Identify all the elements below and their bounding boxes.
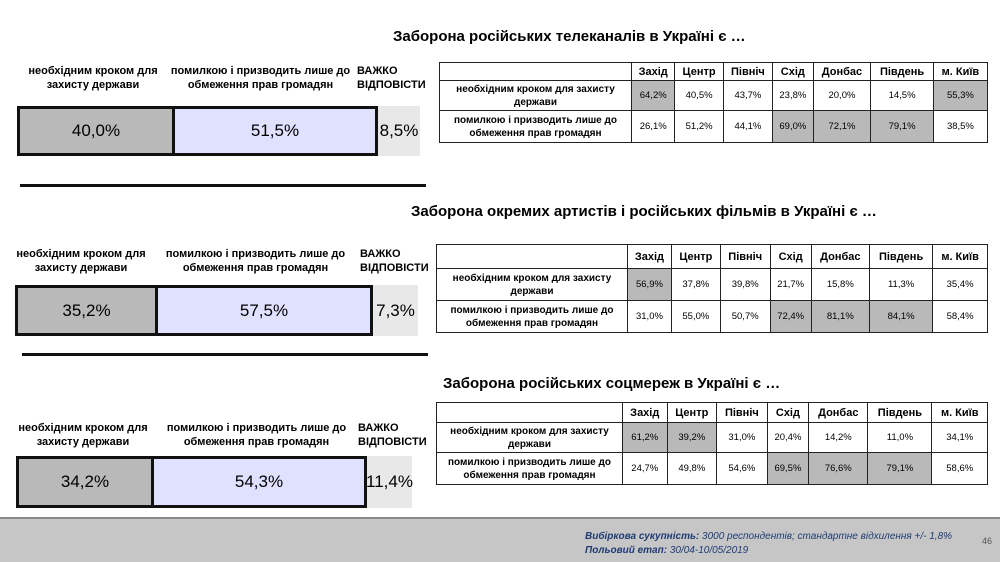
table-cell: 37,8% <box>671 269 720 301</box>
table-cell: 81,1% <box>811 301 869 333</box>
region-header: Південь <box>869 245 932 269</box>
region-header: м. Київ <box>933 245 988 269</box>
table-corner <box>437 403 623 423</box>
footer-fieldwork: Польовий етап: 30/04-10/05/2019 <box>585 545 749 556</box>
region-header: Центр <box>671 245 720 269</box>
row-label-necessary: необхідним кроком для захисту держави <box>437 269 628 301</box>
table-cell: 50,7% <box>720 301 770 333</box>
table-cell: 20,4% <box>767 423 809 453</box>
table-cell: 21,7% <box>770 269 811 301</box>
table-cell: 31,0% <box>717 423 768 453</box>
row-label-mistake: помилкою і призводить лише до обмеження прав громадян <box>437 453 623 485</box>
table-cell: 72,1% <box>813 111 871 143</box>
row-label-mistake: помилкою і призводить лише до обмеження прав громадян <box>440 111 632 143</box>
table-cell: 39,8% <box>720 269 770 301</box>
region-header: Південь <box>871 63 934 81</box>
table-cell: 49,8% <box>667 453 717 485</box>
page-number: 46 <box>982 536 993 546</box>
region-header: Донбас <box>813 63 871 81</box>
table-cell: 84,1% <box>869 301 932 333</box>
row-label-mistake: помилкою і призводить лише до обмеження прав громадян <box>437 301 628 333</box>
region-header: м. Київ <box>933 63 987 81</box>
region-header: Схід <box>773 63 814 81</box>
bar-3-mistake: 54,3% <box>154 456 367 508</box>
region-table-1 <box>439 62 988 143</box>
table-cell: 56,9% <box>628 269 672 301</box>
footer-sample: Вибіркова сукупність: 3000 респондентів; стандартне відхилення +/- 1,8% <box>585 531 953 542</box>
footer-divider <box>0 517 1000 519</box>
table-cell: 51,2% <box>675 111 723 143</box>
bar-1-hard: 8,5% <box>378 106 420 156</box>
table-cell: 34,1% <box>932 423 988 453</box>
bar-2-hard: 7,3% <box>373 285 418 336</box>
table-cell: 39,2% <box>667 423 717 453</box>
table-cell: 55,0% <box>671 301 720 333</box>
table-corner <box>437 245 628 269</box>
table-cell: 31,0% <box>628 301 672 333</box>
section-2-title: Заборона окремих артистів і російських фільмів в Україні є … <box>411 203 877 220</box>
bar-2-mistake: 57,5% <box>158 285 373 336</box>
section-1-title: Заборона російських телеканалів в Україні є … <box>393 28 746 45</box>
region-header: Південь <box>868 403 932 423</box>
legend-necessary-3: необхідним кроком для захисту держави <box>18 422 148 448</box>
bar-3-hard: 11,4% <box>367 456 412 508</box>
region-header: Захід <box>623 403 668 423</box>
table-cell: 58,6% <box>932 453 988 485</box>
legend-mistake-3: помилкою і призводить лише до обмеження прав громадян <box>166 422 347 448</box>
region-table-2 <box>436 244 988 333</box>
table-cell: 38,5% <box>933 111 987 143</box>
region-header: Центр <box>675 63 723 81</box>
table-cell: 44,1% <box>723 111 772 143</box>
region-table-3 <box>436 402 988 485</box>
bar-2-necessary: 35,2% <box>15 285 158 336</box>
legend-hard-1: ВАЖКО ВІДПОВІСТИ <box>357 65 426 91</box>
region-header: Північ <box>723 63 772 81</box>
table-cell: 54,6% <box>717 453 768 485</box>
region-header: м. Київ <box>932 403 988 423</box>
table-cell: 15,8% <box>811 269 869 301</box>
table-cell: 69,0% <box>773 111 814 143</box>
table-cell: 26,1% <box>632 111 675 143</box>
table-cell: 69,5% <box>767 453 809 485</box>
table-cell: 43,7% <box>723 81 772 111</box>
legend-hard-2: ВАЖКО ВІДПОВІСТИ <box>360 248 429 274</box>
table-cell: 55,3% <box>933 81 987 111</box>
legend-mistake-2: помилкою і призводить лише до обмеження прав громадян <box>165 248 346 274</box>
region-header: Північ <box>717 403 768 423</box>
table-cell: 14,5% <box>871 81 934 111</box>
table-cell: 35,4% <box>933 269 988 301</box>
region-header: Захід <box>628 245 672 269</box>
table-cell: 14,2% <box>809 423 868 453</box>
legend-necessary-1: необхідним кроком для захисту держави <box>28 65 158 91</box>
region-header: Схід <box>767 403 809 423</box>
region-header: Схід <box>770 245 811 269</box>
region-header: Захід <box>632 63 675 81</box>
row-label-necessary: необхідним кроком для захисту держави <box>437 423 623 453</box>
table-cell: 11,3% <box>869 269 932 301</box>
table-cell: 72,4% <box>770 301 811 333</box>
table-cell: 40,5% <box>675 81 723 111</box>
table-cell: 24,7% <box>623 453 668 485</box>
separator-2 <box>22 353 428 356</box>
legend-necessary-2: необхідним кроком для захисту держави <box>16 248 146 274</box>
row-label-necessary: необхідним кроком для захисту держави <box>440 81 632 111</box>
bar-3-necessary: 34,2% <box>16 456 154 508</box>
legend-hard-3: ВАЖКО ВІДПОВІСТИ <box>358 422 427 448</box>
region-header: Донбас <box>809 403 868 423</box>
table-cell: 11,0% <box>868 423 932 453</box>
table-cell: 20,0% <box>813 81 871 111</box>
region-header: Північ <box>720 245 770 269</box>
bar-1-necessary: 40,0% <box>17 106 175 156</box>
table-cell: 79,1% <box>871 111 934 143</box>
table-cell: 61,2% <box>623 423 668 453</box>
section-3-title: Заборона російських соцмереж в Україні є … <box>443 375 781 392</box>
table-cell: 76,6% <box>809 453 868 485</box>
table-cell: 64,2% <box>632 81 675 111</box>
table-cell: 79,1% <box>868 453 932 485</box>
legend-mistake-1: помилкою і призводить лише до обмеження прав громадян <box>170 65 351 91</box>
separator-1 <box>20 184 426 187</box>
table-cell: 58,4% <box>933 301 988 333</box>
table-corner <box>440 63 632 81</box>
table-cell: 23,8% <box>773 81 814 111</box>
region-header: Донбас <box>811 245 869 269</box>
bar-1-mistake: 51,5% <box>175 106 378 156</box>
region-header: Центр <box>667 403 717 423</box>
